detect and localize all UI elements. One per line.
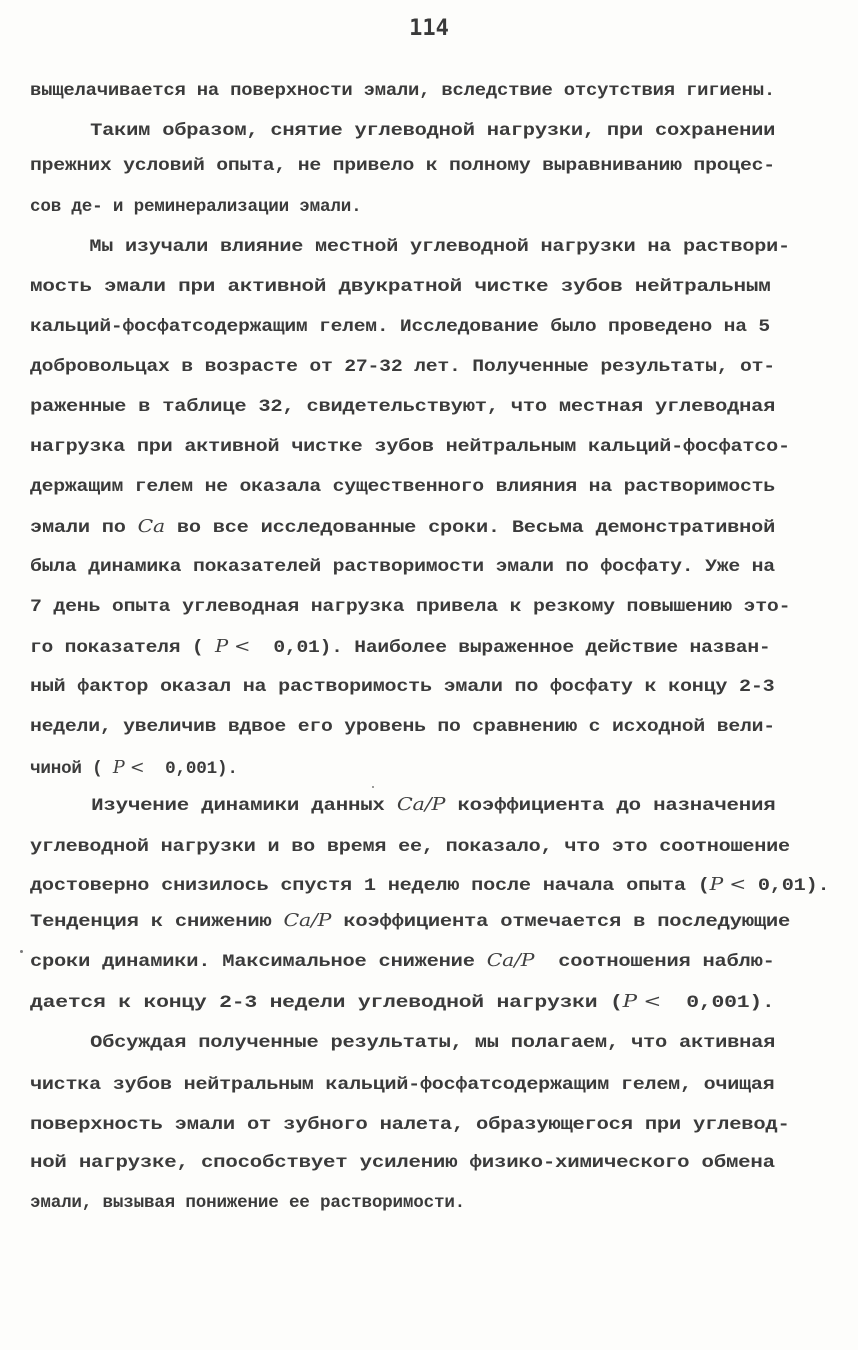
text-line [30, 476, 775, 498]
text-line [30, 716, 775, 738]
text-segment: раженные в таблице 32, свидетельствуют, что местная углеводная [30, 397, 776, 417]
text-line [30, 356, 775, 378]
text-line [30, 1114, 790, 1136]
page-number: 114 [409, 16, 449, 41]
text-segment: была динамика показателей растворимости эмали по фосфату. Уже на [30, 557, 775, 577]
handwritten-symbol: P < [214, 637, 251, 657]
scan-speck [372, 786, 374, 788]
text-segment: соотношения наблю- [534, 952, 775, 972]
text-segment: чистка зубов нейтральным кальций-фосфатсодержащим гелем, очищая [30, 1075, 775, 1095]
text-line [30, 1192, 465, 1214]
text-segment: Тенденция к снижению [30, 912, 284, 932]
text-segment: держащим гелем не оказала существенного влияния на растворимость [30, 477, 775, 497]
text-segment: нагрузка при активной чистке зубов нейтральным кальций-фосфатсо- [30, 437, 790, 457]
text-segment: го показателя ( [30, 638, 215, 658]
text-line [30, 80, 775, 102]
text-segment: поверхность эмали от зубного налета, образующегося при углевод- [30, 1115, 790, 1135]
text-segment: сроки динамики. Максимальное снижение [30, 952, 487, 972]
text-segment: недели, увеличив вдвое его уровень по сравнению с исходной вели- [30, 717, 775, 737]
text-line [30, 316, 770, 338]
text-segment: выщелачивается на поверхности эмали, вследствие отсутствия гигиены. [30, 81, 775, 101]
text-segment: ный фактор оказал на растворимость эмали по фосфату к концу 2-3 [30, 677, 775, 697]
text-line [30, 196, 361, 218]
text-segment: коэффициента отмечается в последующие [331, 912, 791, 932]
handwritten-symbol: Ca/P [283, 911, 332, 931]
handwritten-symbol: Ca/P [486, 951, 535, 971]
text-segment: 0,001). [661, 993, 775, 1013]
handwritten-symbol: Ca [137, 517, 165, 537]
text-segment: кальций-фосфатсодержащим гелем. Исследование было проведено на 5 [30, 317, 770, 337]
text-segment: 0,01). Наиболее выраженное действие назван- [250, 638, 771, 658]
text-line [30, 991, 775, 1014]
text-line [30, 276, 771, 298]
text-segment: сов де- и реминерализации эмали. [30, 197, 362, 217]
text-segment: дается к концу 2-3 недели углеводной нагрузки ( [30, 993, 623, 1013]
handwritten-symbol: P < [112, 758, 145, 778]
text-line [30, 636, 770, 659]
text-segment: эмали по [30, 518, 138, 538]
text-segment: Таким образом, снятие углеводной нагрузки, при сохранении [30, 121, 776, 141]
text-segment: ной нагрузке, способствует усилению физико-химического обмена [30, 1153, 775, 1173]
text-segment: Изучение динамики данных [30, 796, 397, 816]
text-line [30, 396, 775, 418]
text-line [30, 910, 790, 933]
text-segment: Мы изучали влияние местной углеводной нагрузки на раствори- [30, 237, 790, 257]
text-line [30, 1152, 775, 1174]
handwritten-symbol: P < [709, 875, 746, 895]
text-line [30, 556, 775, 578]
text-segment: чиной ( [30, 759, 113, 779]
text-segment: добровольцах в возрасте от 27-32 лет. Полученные результаты, от- [30, 357, 775, 377]
text-line [30, 155, 775, 177]
scan-speck [20, 950, 23, 953]
text-line [30, 516, 775, 539]
text-segment: 7 день опыта углеводная нагрузка привела к резкому повышению это- [30, 597, 791, 617]
text-segment: достоверно снизилось спустя 1 неделю после начала опыта ( [30, 876, 710, 896]
text-segment: во все исследованные сроки. Весьма демонстративной [164, 518, 776, 538]
text-segment: Обсуждая полученные результаты, мы полагаем, что активная [30, 1033, 776, 1053]
text-line [30, 794, 775, 817]
text-line [30, 676, 775, 698]
text-line [30, 757, 238, 780]
text-segment: 0,01). [745, 876, 830, 896]
handwritten-symbol: Ca/P [396, 795, 446, 815]
text-line [30, 436, 790, 458]
text-segment: мость эмали при активной двукратной чистке зубов нейтральным [30, 277, 771, 297]
text-line [30, 1074, 775, 1096]
text-line [30, 120, 775, 142]
text-line [30, 874, 829, 897]
text-segment: углеводной нагрузки и во время ее, показало, что это соотношение [30, 837, 790, 857]
handwritten-symbol: P < [622, 992, 662, 1012]
text-segment: коэффициента до назначения [445, 796, 776, 816]
text-line [30, 836, 790, 858]
text-segment: прежних условий опыта, не привело к полному выравниванию процес- [30, 156, 775, 176]
text-line [30, 236, 790, 258]
text-line [30, 950, 775, 973]
text-segment: 0,001). [144, 759, 238, 779]
text-segment: эмали, вызывая понижение ее растворимости. [30, 1193, 466, 1213]
text-line [30, 596, 790, 618]
text-line [30, 1032, 775, 1054]
